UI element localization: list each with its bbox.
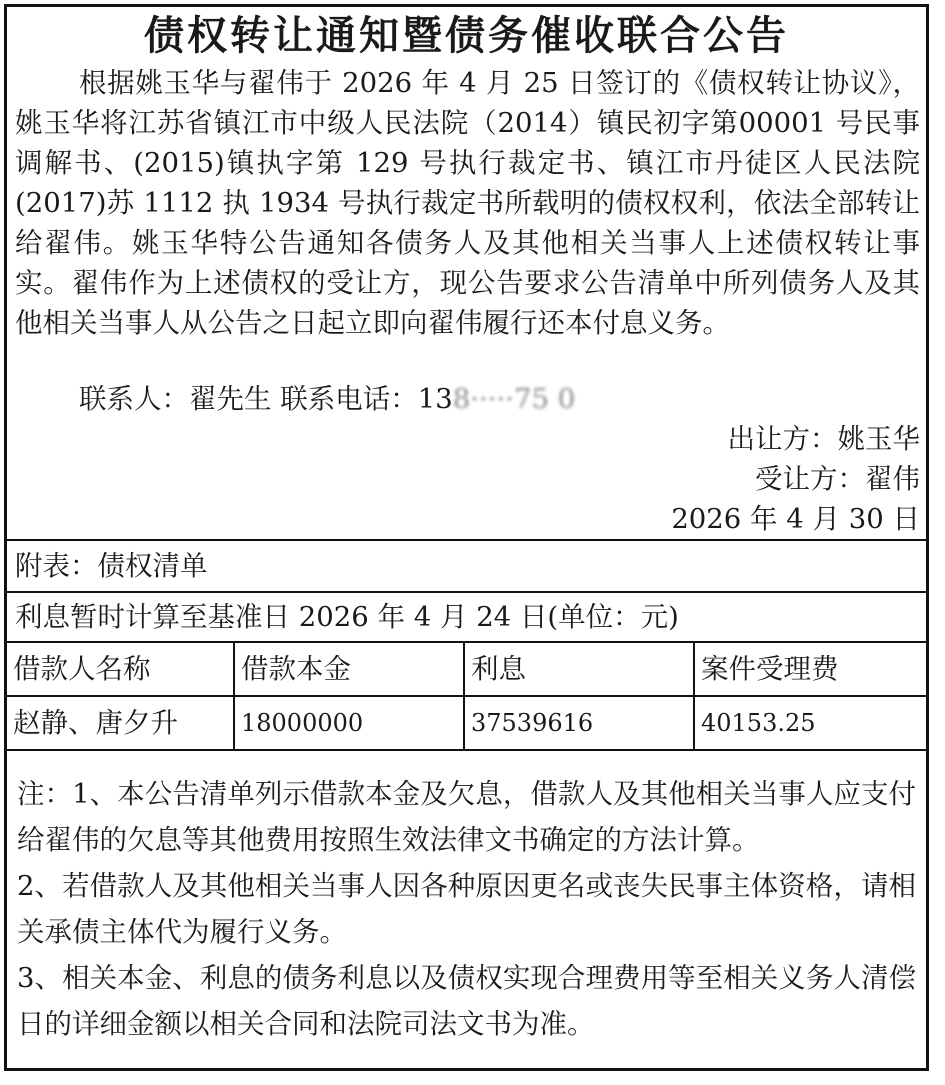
notice-date: 2026 年 4 月 30 日 — [671, 503, 920, 535]
table-header-row — [7, 642, 926, 696]
header-case-fee: 案件受理费 — [694, 642, 926, 696]
note-item: 注：1、本公告清单列示借款本金及欠息，借款人及其他相关当事人应支付给翟伟的欠息等其他费用按照生效法律文书确定的方法计算。 — [17, 778, 916, 856]
cell-borrower: 赵静、唐夕升 — [7, 696, 234, 750]
contact-line — [7, 379, 926, 419]
phone-number-obscured: 8·····75 0 — [452, 383, 576, 415]
note-item: 2、若借款人及其他相关当事人因各种原因更名或丧失民事主体资格，请相关承债主体代为履行义务。 — [17, 870, 916, 948]
contact-label: 联系人：翟先生 联系电话： — [79, 383, 418, 415]
announcement-title: 债权转让通知暨债务催收联合公告 — [144, 13, 789, 59]
transferee-line: 受让方：翟伟 — [755, 463, 920, 495]
signature-block — [7, 419, 926, 539]
announcement-body: 根据姚玉华与翟伟于 2026 年 4 月 25 日签订的《债权转让协议》，姚玉华将江苏省镇江市中级人民法院（2014）镇民初字第00001 号民事调解书、(2015)镇执字第 129 号执行裁定书、镇江市丹徒区人民法院(2017)苏 1112 执 1934 号执行裁定书所载明的债权权利，依法全部转让给翟伟。姚玉华特公告通知各债务人及其他相关当事人上述债权转让事实。翟伟作为上述债权的受让方，现公告要求公告清单中所列债务人及其他相关当事人从公告之日起立即向翟伟履行还本付息义务。 — [15, 67, 920, 339]
note-item: 3、相关本金、利息的债务利息以及债权实现合理费用等至相关义务人清偿日的详细金额以相关合同和法院司法文书为准。 — [17, 962, 916, 1040]
notes-section — [7, 751, 926, 1047]
cell-case-fee: 40153.25 — [694, 696, 926, 750]
transferor-line: 出让方：姚玉华 — [727, 423, 920, 455]
table-row — [7, 696, 926, 750]
header-interest: 利息 — [464, 642, 694, 696]
cell-principal: 18000000 — [234, 696, 464, 750]
announcement-sheet — [4, 4, 929, 1071]
header-borrower: 借款人名称 — [7, 642, 234, 696]
debt-table — [7, 641, 926, 751]
phone-number-visible: 13 — [417, 383, 453, 415]
attachment-label: 附表：债权清单 — [7, 539, 926, 591]
interest-basis-line: 利息暂时计算至基准日 2026 年 4 月 24 日(单位：元) — [7, 591, 926, 641]
cell-interest: 37539616 — [464, 696, 694, 750]
header-principal: 借款本金 — [234, 642, 464, 696]
